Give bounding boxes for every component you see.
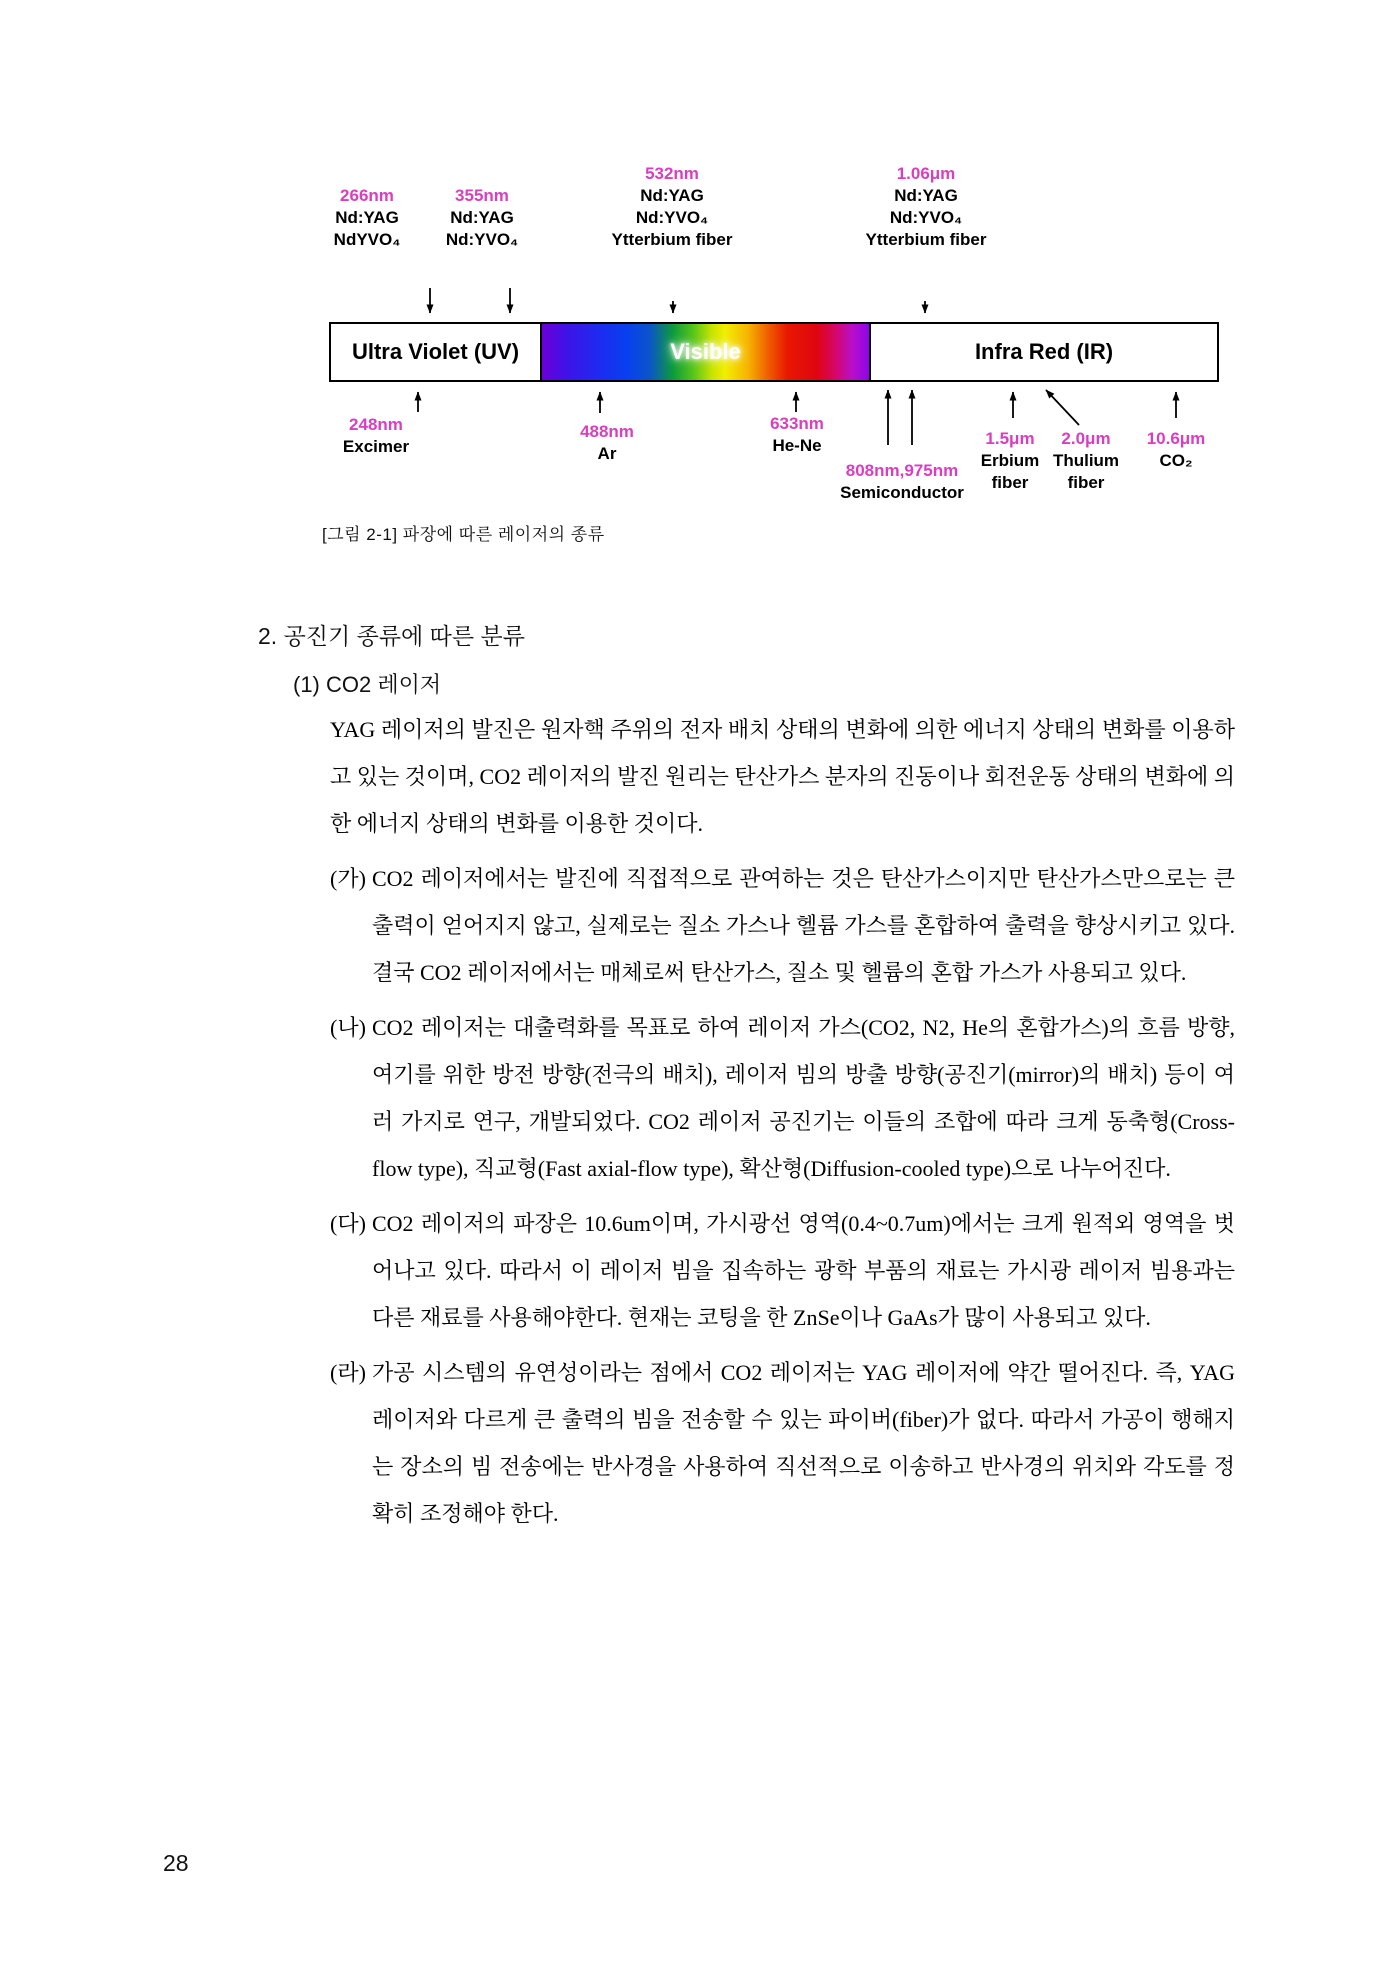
list-item-marker: (가) [330,866,366,891]
laser-type: fiber [1067,473,1105,492]
list-item-ga [330,855,1235,996]
top-label-1.06um [866,163,987,251]
laser-type: Semiconductor [840,483,964,502]
laser-type: Ytterbium fiber [611,230,733,249]
laser-type: CO₂ [1159,451,1193,470]
laser-type: Nd:YAG [450,208,514,227]
laser-type: Thulium [1052,451,1120,470]
page-number: 28 [163,1850,189,1876]
wavelength-value: 633nm [770,414,824,433]
bottom-label-248nm [343,414,409,458]
list-item-ra [330,1349,1235,1537]
uv-segment [331,324,542,380]
list-item-marker: (라) [330,1360,366,1385]
laser-type: fiber [991,473,1029,492]
bottom-label-488nm [580,421,634,465]
list-item-na [330,1004,1235,1192]
section-heading: 2. 공진기 종류에 따른 분류 [258,623,525,649]
list-item-text: CO2 레이저에서는 발진에 직접적으로 관여하는 것은 탄산가스이지만 탄산가스만으로는 큰 출력이 얻어지지 않고, 실제로는 질소 가스나 헬륨 가스를 혼합하여 출력을 향상시키고 있다. 결국 CO2 레이저에서는 매체로써 탄산가스, 질소 및 헬륨의 혼합 가스가 사용되고 있다. [372,866,1235,985]
list-item-text: CO2 레이저의 파장은 10.6um이며, 가시광선 영역(0.4~0.7um)에서는 크게 원적외 영역을 벗어나고 있다. 따라서 이 레이저 빔을 집속하는 광학 부품의 재료는 가시광 레이저 빔용과는 다른 재료를 사용해야한다. 현재는 코팅을 한 ZnSe이나 GaAs가 많이 사용되고 있다. [372,1211,1235,1330]
arrow-2.0um [1046,390,1079,425]
laser-type: NdYVO₄ [333,230,401,249]
figure-caption: [그림 2-1] 파장에 따른 레이저의 종류 [322,525,605,544]
laser-type: Nd:YAG [335,208,399,227]
top-label-266nm [334,185,401,251]
uv-segment-label: Ultra Violet (UV) [351,339,520,364]
bottom-label-633nm [770,413,824,457]
ir-segment [869,324,1217,380]
laser-type: Erbium [980,451,1040,470]
list-item-text: 가공 시스템의 유연성이라는 점에서 CO2 레이저는 YAG 레이저에 약간 떨어진다. 즉, YAG 레이저와 다르게 큰 출력의 빔을 전송할 수 있는 파이버(fiber)가 없다. 따라서 가공이 행해지는 장소의 빔 전송에는 반사경을 사용하여 직선적으로 이송하고 반사경의 위치와 각도를 정확히 조정해야 한다. [372,1360,1235,1526]
wavelength-value: 248nm [349,415,403,434]
laser-type: Nd:YAG [640,186,704,205]
wavelength-value: 1.5μm [985,429,1035,448]
list-item-text: CO2 레이저는 대출력화를 목표로 하여 레이저 가스(CO2, N2, He의 혼합가스)의 흐름 방향, 여기를 위한 방전 방향(전극의 배치), 레이저 빔의 방출 방향(공진기(mirror)의 배치) 등이 여러 가지로 연구, 개발되었다. CO2 레이저 공진기는 이들의 조합에 따라 크게 동축형(Cross-flow type), 직교형(Fast axial-flow type), 확산형(Diffusion-cooled type)으로 나누어진다. [372,1015,1235,1181]
laser-type: Ar [597,444,617,463]
visible-segment [542,324,869,380]
wavelength-value: 10.6μm [1146,429,1206,448]
laser-type: Nd:YVO₄ [889,208,963,227]
wavelength-value: 266nm [340,186,394,205]
wavelength-value: 2.0μm [1061,429,1111,448]
wavelength-value: 355nm [455,186,509,205]
bottom-label-10.6um [1147,428,1206,472]
laser-type: He-Ne [772,436,822,455]
wavelength-value: 808nm,975nm [845,461,959,480]
wavelength-value: 1.06μm [896,164,956,183]
ir-segment-label: Infra Red (IR) [974,339,1114,364]
bottom-label-2.0um [1053,428,1119,494]
top-label-532nm [612,163,733,251]
bottom-label-semiconductor [840,460,964,504]
bottom-label-1.5um [981,428,1040,494]
list-item-da [330,1200,1235,1341]
laser-type: Nd:YVO₄ [445,230,519,249]
list-item-marker: (다) [330,1211,366,1236]
laser-type: Ytterbium fiber [865,230,987,249]
section-body [330,706,1235,1537]
intro-paragraph: YAG 레이저의 발진은 원자핵 주위의 전자 배치 상태의 변화에 의한 에너지 상태의 변화를 이용하고 있는 것이며, CO2 레이저의 발진 원리는 탄산가스 분자의 진동이나 회전운동 상태의 변화에 의한 에너지 상태의 변화를 이용한 것이다. [330,717,1235,836]
list-item-marker: (나) [330,1015,366,1040]
laser-type: Nd:YAG [894,186,958,205]
wavelength-value: 488nm [580,422,634,441]
spectrum-bar [329,322,1219,382]
visible-segment-label: Visible [670,339,741,364]
wavelength-value: 532nm [645,164,699,183]
top-label-355nm [446,185,518,251]
section-subheading: (1) CO2 레이저 [293,672,442,697]
laser-type: Excimer [342,437,410,456]
laser-type: Nd:YVO₄ [635,208,709,227]
